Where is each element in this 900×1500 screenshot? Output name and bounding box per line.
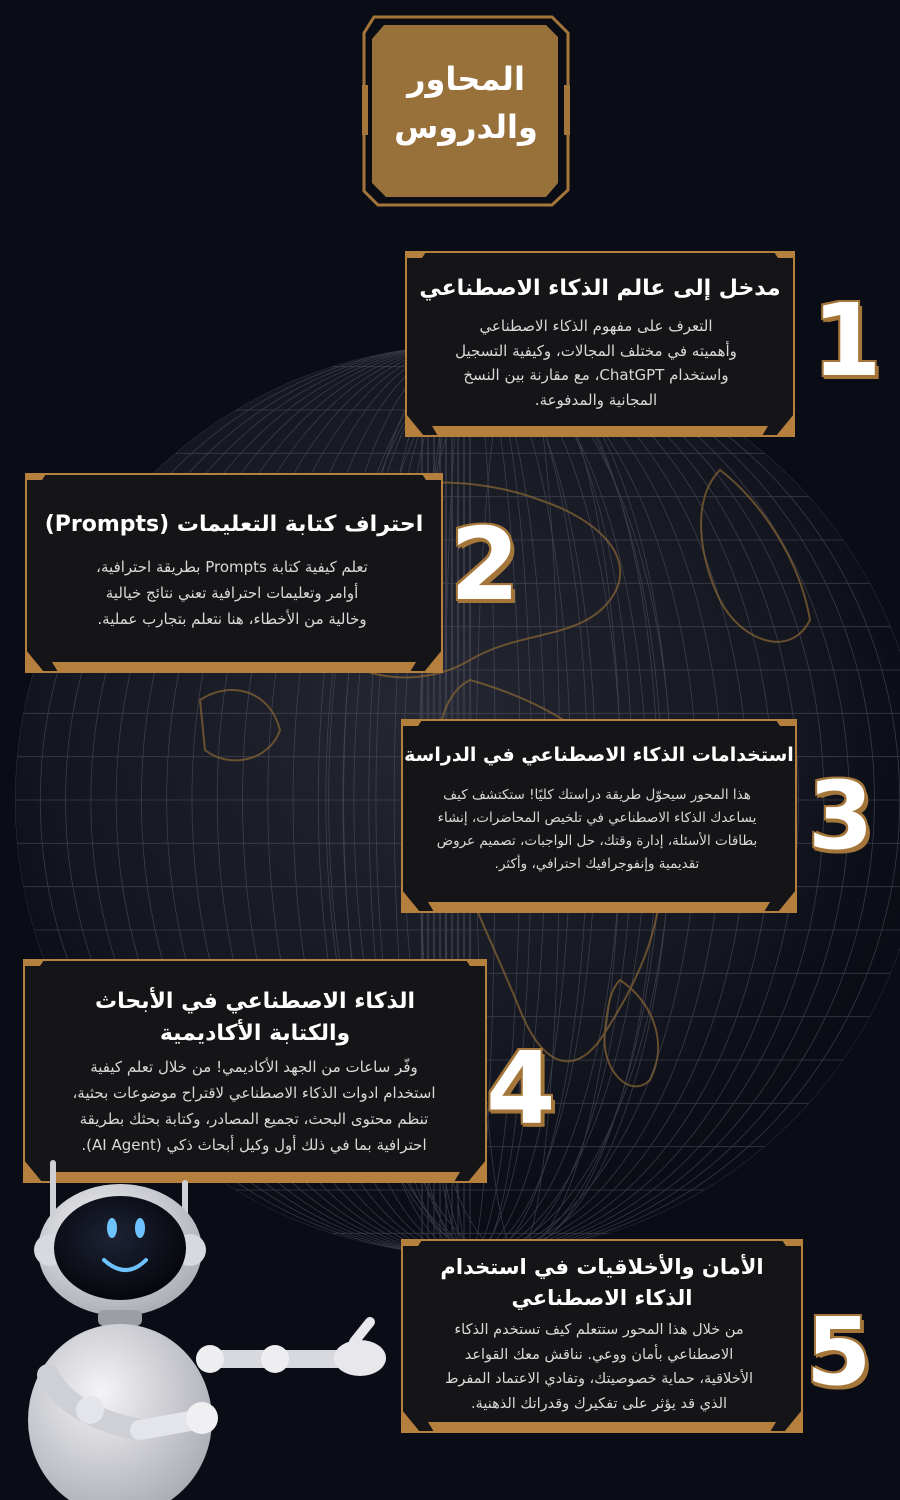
module-number-3: 3: [808, 762, 874, 871]
page-title-line-1: المحاور: [407, 60, 525, 98]
module-number-2: 2: [450, 506, 520, 623]
module-card-3: [398, 716, 800, 916]
module-card-4: [20, 956, 490, 1186]
module-title: مدخل إلى عالم الذكاء الاصطناعي: [419, 276, 781, 301]
module-description: تعلم كيفية كتابة Prompts بطريقة احترافية، أوامر وتعليمات احترافية تعني نتائج خيالية وخالية من الأخطاء، هنا نتعلم بتجارب عملية.: [96, 558, 368, 628]
module-card-5: [398, 1236, 806, 1436]
page-title: [360, 55, 572, 151]
module-title: احتراف كتابة التعليمات (Prompts): [44, 512, 424, 537]
module-description: وفّر ساعات من الجهد الأكاديمي! من خلال تعلم كيفية استخدام ادوات الذكاء الاصطناعي لاقتراح موضوعات بحثية، تنظم محتوى البحث، تجميع المصادر، وكتابة بحثك بطريقة احترافية بما في ذلك أول وكيل أبحاث ذكي (AI Agent).: [72, 1058, 436, 1154]
module-description: هذا المحور سيحوّل طريقة دراستك كليًا! ستكتشف كيف يساعدك الذكاء الاصطناعي في تلخيص المحاضرات، إنشاء بطاقات الأسئلة، إدارة وقتك، حل الواجبات، تصميم عروض تقديمية وإنفوجرافيك احترافي، وأكثر.: [436, 787, 758, 872]
module-number-4: 4: [486, 1030, 556, 1147]
module-title: الذكاء الاصطناعي في الأبحاث والكتابة الأكاديمية: [95, 989, 415, 1046]
module-number-5: 5: [806, 1298, 872, 1407]
module-card-1: [402, 248, 798, 440]
module-description: من خلال هذا المحور ستتعلم كيف تستخدم الذكاء الاصطناعي بأمان ووعي. نناقش معك القواعد الأخلاقية، حماية خصوصيتك، وتفادي الاعتماد المفرط الذي قد يؤثر على تفكيرك وقدراتك الذهنية.: [444, 1322, 754, 1412]
module-number-1: 1: [812, 282, 882, 399]
module-title: استخدامات الذكاء الاصطناعي في الدراسة: [404, 744, 794, 766]
module-card-2: [22, 470, 446, 676]
header-badge: [360, 15, 572, 207]
robot-illustration: [20, 1160, 400, 1500]
module-description: التعرف على مفهوم الذكاء الاصطناعي وأهميته في مختلف المجالات، وكيفية التسجيل واستخدام ChatGPT، مع مقارنة بين النسخ المجانية والمدفوعة.: [455, 317, 737, 409]
module-title: الأمان والأخلاقيات في استخدام الذكاء الاصطناعي: [440, 1255, 764, 1310]
page-title-line-2: والدروس: [394, 108, 538, 146]
